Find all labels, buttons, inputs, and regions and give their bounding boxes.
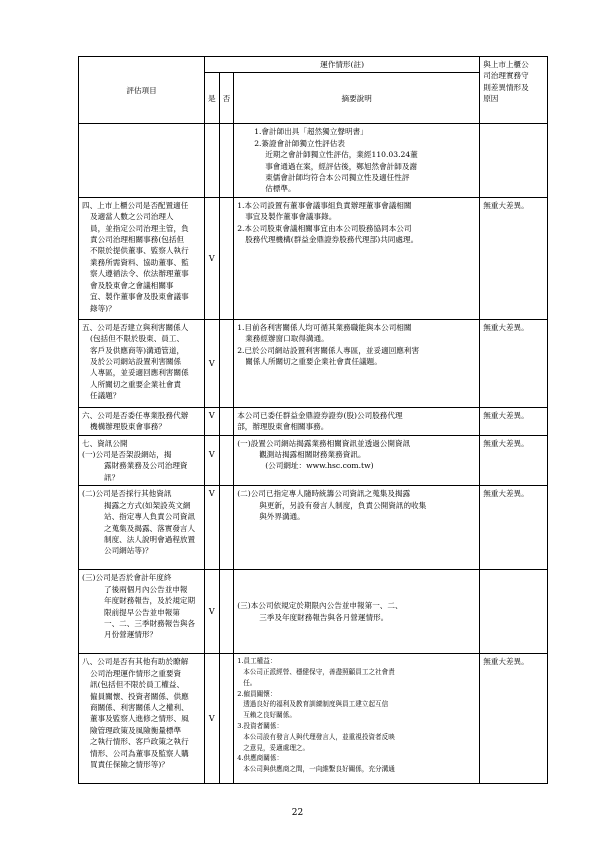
table-row [79, 570, 548, 654]
row-item [79, 124, 205, 197]
page-number: 22 [291, 808, 304, 818]
row-yes-mark: V [205, 319, 220, 407]
row-summary: 1.目前各利害關係人均可循其業務職能與本公司相關 業務經辦窗口取得溝通。 2.已於公司網站設置利害關係人專區，並妥適回應利害 關係人所關切之重要企業社會責任議題。 [234, 319, 480, 407]
row-no-mark [219, 407, 234, 435]
table-row [79, 124, 548, 197]
row-yes-mark: V [205, 570, 220, 654]
row-item: 五、公司是否建立與利害關係人 (包括但不限於股東、員工、 客戶及供應商等)溝通管道， 及於公司網站設置利害關係 人專區，並妥適回應利害關係 人所關切之重要企業社會責 任議題？ [79, 319, 205, 407]
row-no-mark [219, 654, 234, 784]
table-row [79, 654, 548, 784]
row-diff [480, 124, 548, 197]
row-yes-mark: V [205, 486, 220, 570]
row-diff [480, 570, 548, 654]
row-summary: 1.會計師出具「超然獨立聲明書」 2.簽證會計師獨立性評估表 近期之會計師獨立性評估，業經110.03.24董 事會通過在案，經評估後，鄭旭然會計師及謝 東儒會計師均符合本公司獨立性及適任性評 估標準。 [234, 124, 480, 197]
row-diff: 無重大差異。 [480, 319, 548, 407]
header-status-group: 運作情形(註) [205, 57, 480, 73]
row-item: 八、公司是否有其他有助於瞭解 公司治理運作情形之重要資 訊(包括但不限於員工權益、 僱員關懷、投資者關係、供應 商關係、利害關係人之權利、 董事及監察人進修之情形、風 險管理政策及風險衡量標準 之執行情形、客戶政策之執行 情形、公司為董事及監察人購 買責任保險之情形等)？ [79, 654, 205, 784]
row-no-mark [219, 319, 234, 407]
table-row [79, 197, 548, 319]
row-item: 七、資訊公開 (一)公司是否架設網站，揭 露財務業務及公司治理資 訊？ [79, 435, 205, 486]
row-summary: (一)設置公司網站揭露業務相關資訊並透過公開資訊 觀測站揭露相關財務業務資訊。 (公司網址：www.hsc.com.tw) [234, 435, 480, 486]
row-no-mark [219, 486, 234, 570]
table-row [79, 486, 548, 570]
table-row [79, 319, 548, 407]
header-item: 評估項目 [79, 57, 205, 124]
header-no: 否 [219, 73, 234, 124]
row-diff: 無重大差異。 [480, 486, 548, 570]
row-item: 四、上市上櫃公司是否配置適任 及適當人數之公司治理人 員，並指定公司治理主管，負 責公司治理相關事務(包括但 不限於提供董事、監察人執行 業務所需資料、協助董事、監 察人遵循法令、依法辦理董事 會及股東會之會議相關事 宜、製作董事會及股東會議事 錄等)？ [79, 197, 205, 319]
row-summary: 本公司已委任群益金鼎證券證券(股)公司股務代理 部，辦理股東會相關事務。 [234, 407, 480, 435]
row-no [219, 124, 234, 197]
table-row [79, 435, 548, 486]
row-no-mark [219, 197, 234, 319]
row-item: (二)公司是否採行其他資訊 揭露之方式(如架設英文網 站、指定專人負責公司資訊 之蒐集及揭露、落實發言人 制度、法人說明會過程放置 公司網站等)？ [79, 486, 205, 570]
row-summary: 1.員工權益： 本公司正派經營、穩健保守，善盡照顧員工之社會責 任。 2.僱員關懷： 透過良好的福利及教育訓練制度與員工建立起互信 互賴之良好關係。 3.投資者關係： 本公司設有發言人與代理發言人，並重視投資者反映 之意見，妥適處理之。 4.供應商關係： 本公司與供應商之間，一向維繫良好關係，充分溝通 [234, 654, 480, 784]
row-summary: (二)公司已指定專人隨時統籌公司資訊之蒐集及揭露 與更新，另設有發言人制度，負責公開資訊的收集 與外界溝通。 [234, 486, 480, 570]
row-no-mark [219, 570, 234, 654]
row-yes-mark: V [205, 654, 220, 784]
row-summary: 1.本公司設置有董事會議事組負責辦理董事會議相關 事宜及製作董事會議事錄。 2.本公司股東會議相關事宜由本公司股務協同本公司 股務代理機構(群益金鼎證券股務代理部)共同處理。 [234, 197, 480, 319]
header-summary: 摘要說明 [234, 73, 480, 124]
row-no-mark [219, 435, 234, 486]
table-row [79, 407, 548, 435]
row-yes-mark: V [205, 197, 220, 319]
header-yes: 是 [205, 73, 220, 124]
row-yes-mark: V [205, 407, 220, 435]
row-diff: 無重大差異。 [480, 435, 548, 486]
row-item: 六、公司是否委任專業股務代辦 機構辦理股東會事務？ [79, 407, 205, 435]
row-summary: (三)本公司依規定於期限內公告並申報第一、二、 三季及年度財務報告與各月營運情形。 [234, 570, 480, 654]
row-yes [205, 124, 220, 197]
row-yes-mark: V [205, 435, 220, 486]
row-diff: 無重大差異。 [480, 654, 548, 784]
row-diff: 無重大差異。 [480, 407, 548, 435]
row-diff: 無重大差異。 [480, 197, 548, 319]
header-diff: 與上市上櫃公 司治理實務守 則差異情形及 原因 [480, 57, 548, 124]
governance-evaluation-table [78, 56, 548, 784]
row-item: (三)公司是否於會計年度終 了後兩個月內公告並申報 年度財務報告，及於規定期 限前提早公告並申報第 一、二、三季財務報告與各 月份營運情形？ [79, 570, 205, 654]
